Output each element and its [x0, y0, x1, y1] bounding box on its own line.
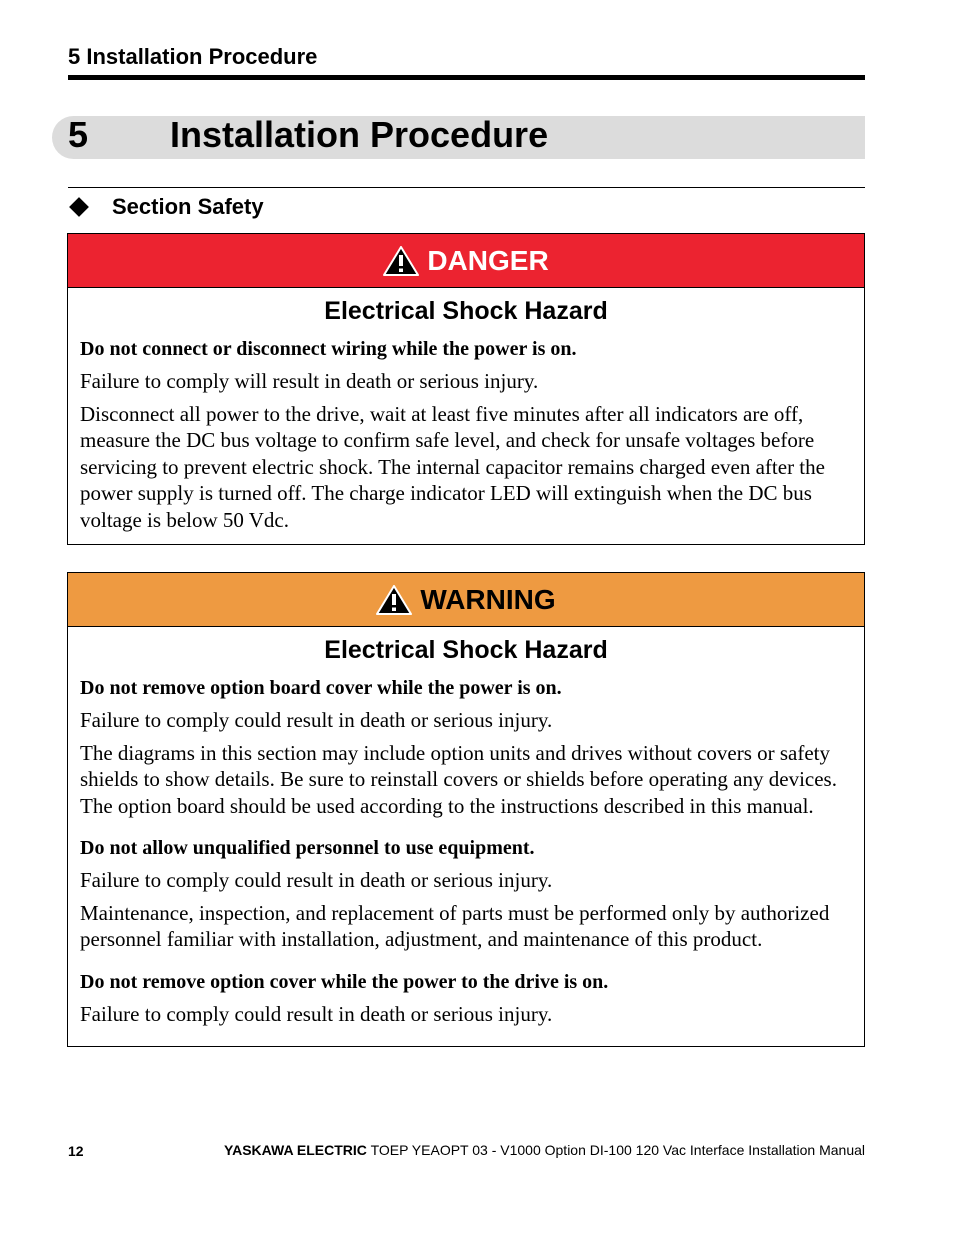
warning-instruction: Do not remove option cover while the power to the drive is on. — [80, 970, 609, 993]
warning-detail: Maintenance, inspection, and replacement of parts must be performed only by authorized personnel familiar with installation, adjustment, and maintenance of this product. — [80, 900, 830, 951]
danger-detail: Disconnect all power to the drive, wait at least five minutes after all indicators are off, measure the DC bus voltage to confirm safe level, and check for unsafe voltages before servicing to prevent electric shock. The internal capacitor remains charged even after the power supply is turned off. The charge indicator LED will extinguish when the DC bus voltage is below 50 Vdc. — [80, 401, 825, 532]
footer-doc-title — [224, 1142, 865, 1158]
warning-box — [67, 572, 865, 1047]
warning-label: WARNING — [420, 583, 556, 615]
warning-hazard-title: Electrical Shock Hazard — [324, 636, 608, 664]
warning-consequence: Failure to comply could result in death or serious injury. — [80, 1001, 553, 1026]
chapter-number: 5 — [68, 114, 89, 155]
page-number: 12 — [68, 1143, 84, 1159]
danger-consequence: Failure to comply will result in death or serious injury. — [80, 369, 539, 393]
danger-instruction: Do not connect or disconnect wiring while the power is on. — [80, 338, 577, 360]
danger-header — [68, 234, 864, 288]
running-head: 5 Installation Procedure — [68, 44, 318, 69]
warning-triangle-icon — [376, 585, 412, 615]
warning-consequence: Failure to comply could result in death or serious injury. — [80, 868, 553, 892]
diamond-bullet-icon — [69, 197, 89, 217]
warning-consequence: Failure to comply could result in death or serious injury. — [80, 708, 553, 732]
danger-hazard-title: Electrical Shock Hazard — [324, 297, 608, 325]
warning-body — [68, 627, 864, 1027]
section-title: Section Safety — [112, 194, 264, 219]
section-heading — [68, 194, 264, 220]
section-rule — [68, 187, 865, 188]
danger-body — [68, 288, 864, 533]
warning-header — [68, 573, 864, 627]
warning-detail: The diagrams in this section may include option units and drives without covers or safety shields to show details. Be sure to reinstall covers or shields before operating any devices. The option board should be used according to the instructions described in this manual. — [80, 740, 837, 818]
danger-box — [67, 233, 865, 545]
warning-instruction: Do not remove option board cover while the power is on. — [80, 677, 562, 699]
footer-title: TOEP YEAOPT 03 - V1000 Option DI-100 120 Vac Interface Installation Manual — [370, 1142, 865, 1158]
danger-label: DANGER — [427, 244, 549, 276]
warning-triangle-icon — [383, 246, 419, 276]
footer-brand: YASKAWA ELECTRIC — [224, 1142, 367, 1158]
chapter-title: Installation Procedure — [170, 114, 549, 155]
warning-instruction: Do not allow unqualified personnel to use equipment. — [80, 837, 535, 859]
header-rule — [68, 75, 865, 80]
